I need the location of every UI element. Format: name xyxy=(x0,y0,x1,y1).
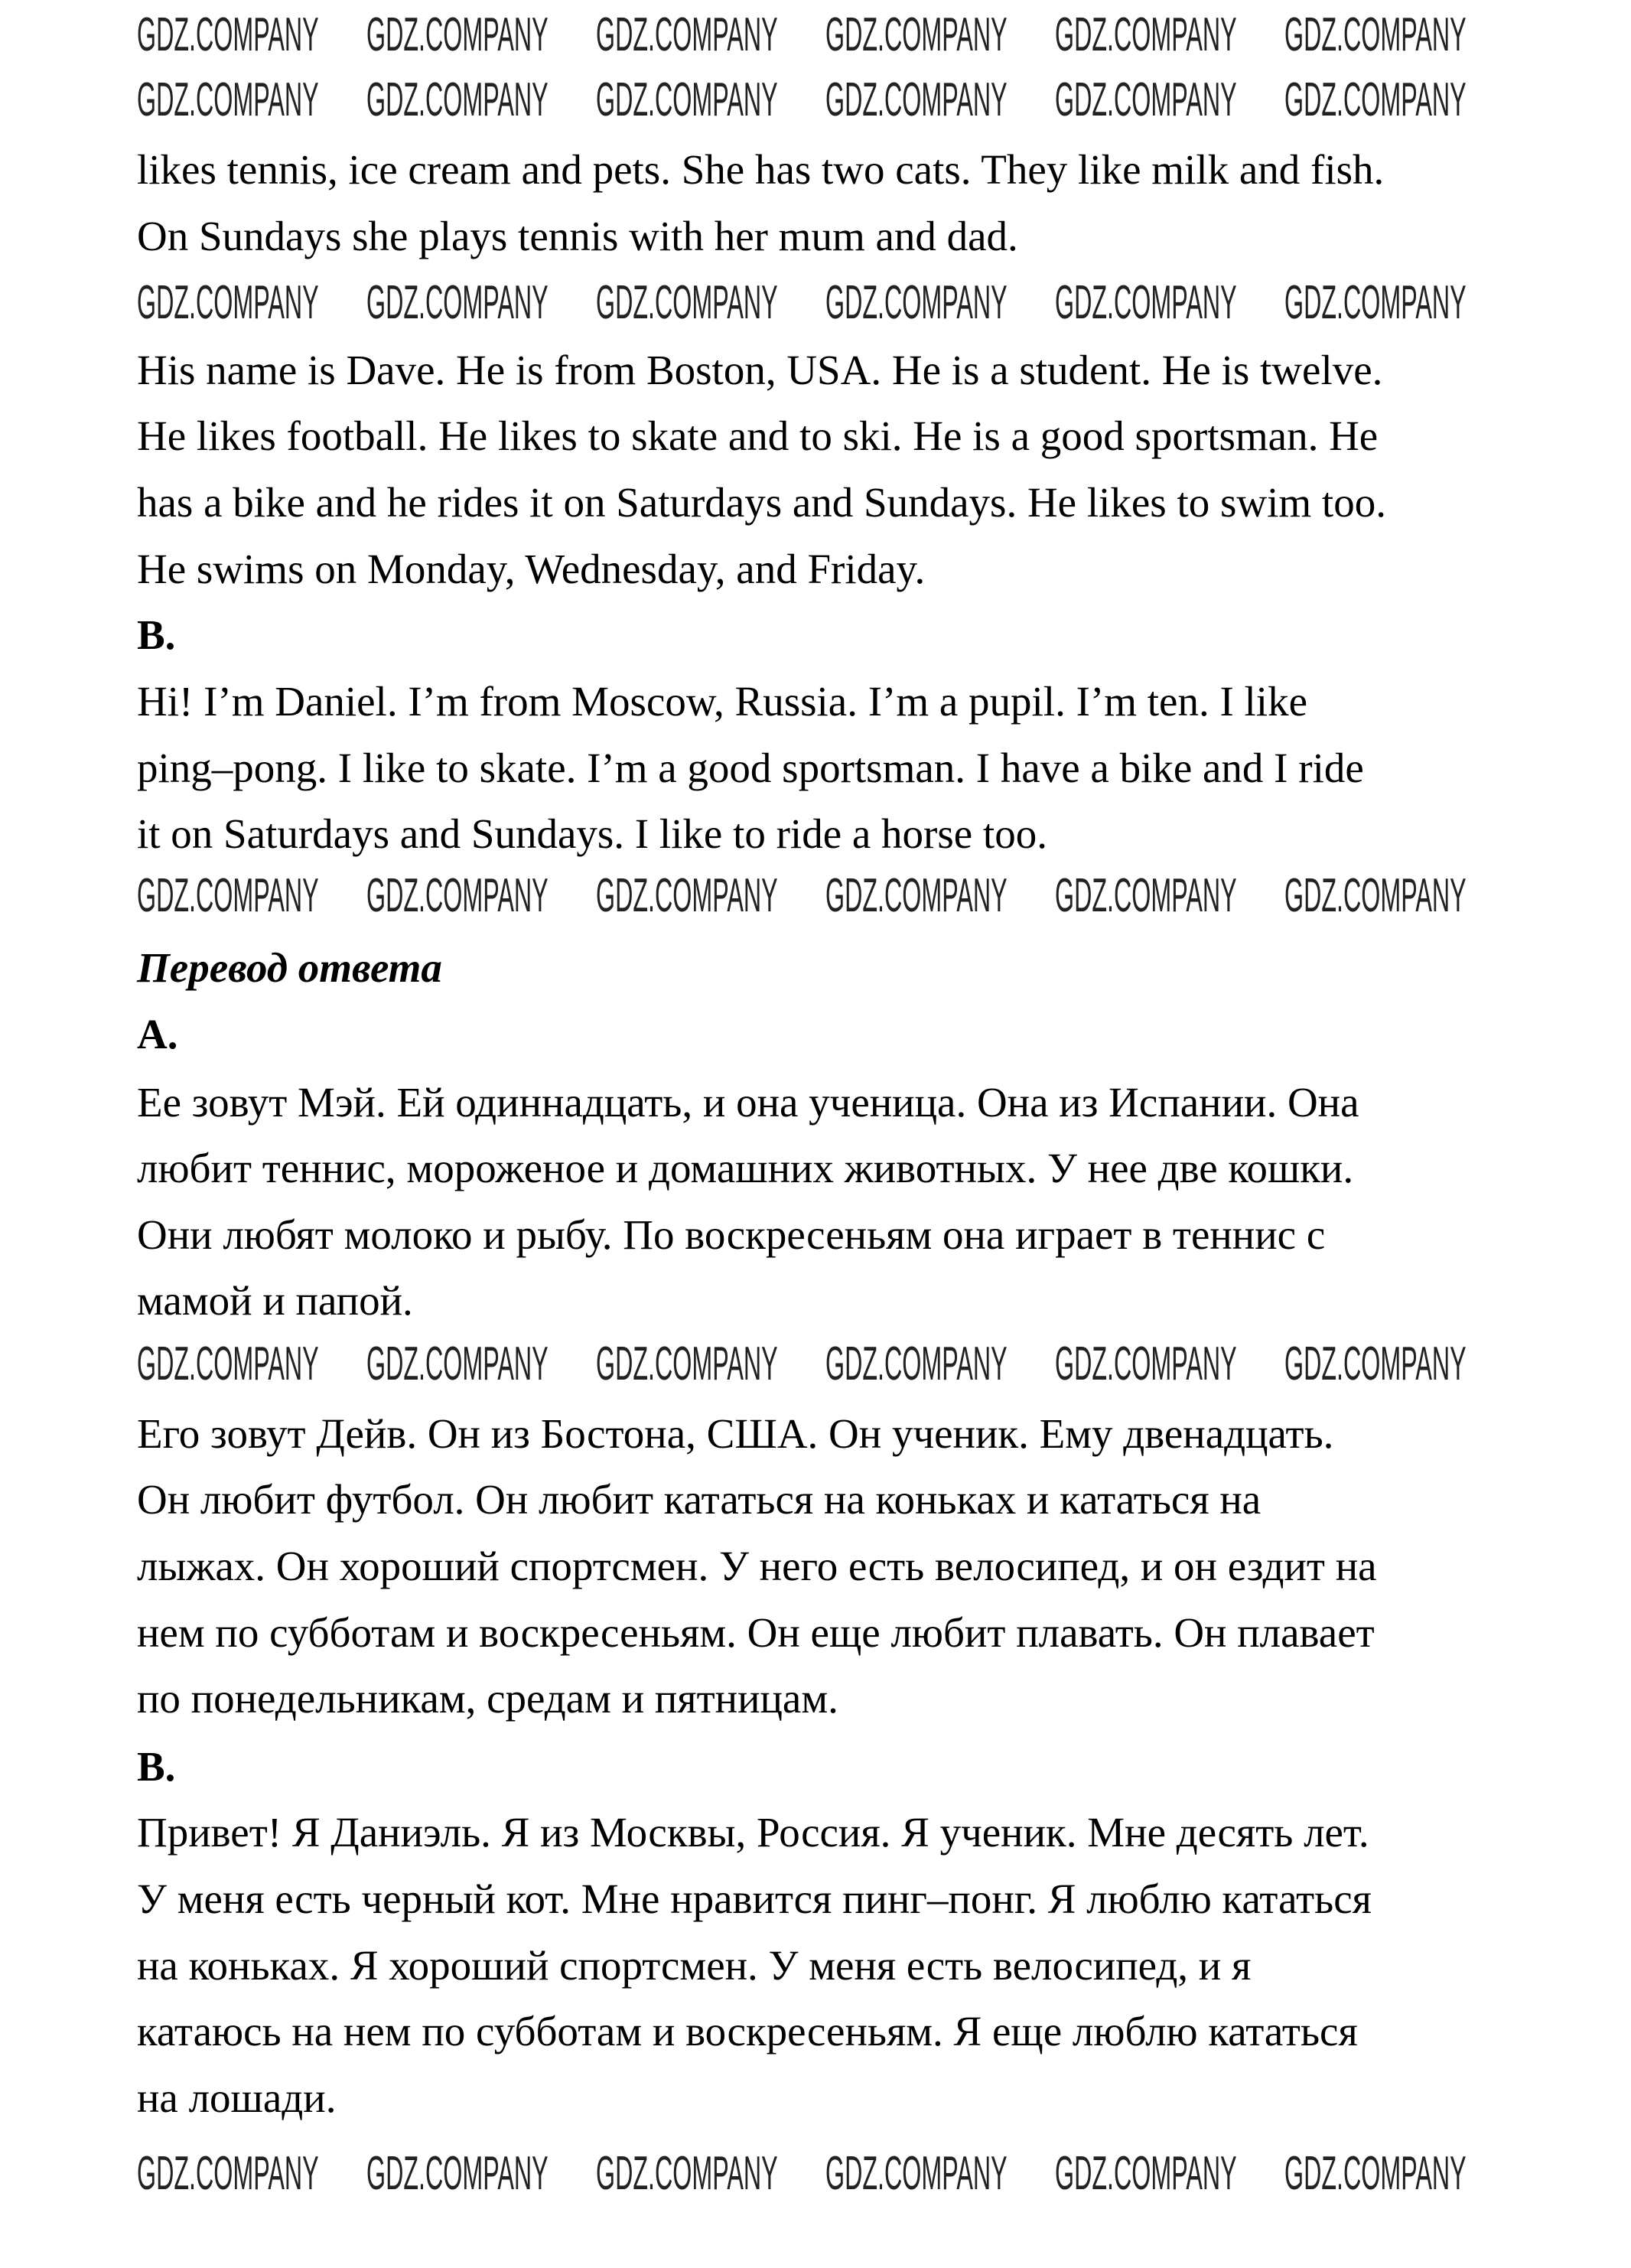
watermark: GDZ.COMPANY xyxy=(825,1338,1008,1390)
watermark: GDZ.COMPANY xyxy=(825,2147,1008,2200)
text-line: на коньках. Я хороший спортсмен. У меня есть велосипед, и я xyxy=(137,1942,1252,1989)
text-line: has a bike and he rides it on Saturdays and Sundays. He likes to swim too. xyxy=(137,479,1386,526)
watermark: GDZ.COMPANY xyxy=(596,8,778,61)
watermark: GDZ.COMPANY xyxy=(1055,2147,1237,2200)
watermark: GDZ.COMPANY xyxy=(366,869,549,922)
text-line: ping–pong. I like to skate. I’m a good sportsman. I have a bike and I ride xyxy=(137,745,1364,791)
translation-heading: Перевод ответа xyxy=(137,944,442,991)
watermark: GDZ.COMPANY xyxy=(596,73,778,126)
text-line: On Sundays she plays tennis with her mum and dad. xyxy=(137,213,1018,259)
text-line: Он любит футбол. Он любит кататься на коньках и кататься на xyxy=(137,1476,1262,1523)
watermark: GDZ.COMPANY xyxy=(1284,73,1467,126)
text-line: it on Saturdays and Sundays. I like to ride a horse too. xyxy=(137,810,1047,857)
watermark: GDZ.COMPANY xyxy=(1284,2147,1467,2200)
watermark: GDZ.COMPANY xyxy=(1055,8,1237,61)
text-line: Его зовут Дейв. Он из Бостона, США. Он ученик. Ему двенадцать. xyxy=(137,1410,1334,1457)
text-line: по понедельникам, средам и пятницам. xyxy=(137,1675,838,1722)
section-label: A. xyxy=(137,1011,178,1057)
text-line: He swims on Monday, Wednesday, and Friday. xyxy=(137,546,926,592)
watermark: GDZ.COMPANY xyxy=(137,869,319,922)
watermark: GDZ.COMPANY xyxy=(366,1338,549,1390)
watermark: GDZ.COMPANY xyxy=(137,73,319,126)
text-line: Привет! Я Даниэль. Я из Москвы, Россия. Я ученик. Мне десять лет. xyxy=(137,1809,1369,1856)
watermark: GDZ.COMPANY xyxy=(596,276,778,329)
watermark: GDZ.COMPANY xyxy=(366,2147,549,2200)
watermark: GDZ.COMPANY xyxy=(137,2147,319,2200)
watermark: GDZ.COMPANY xyxy=(1284,8,1467,61)
text-line: He likes football. He likes to skate and to ski. He is a good sportsman. He xyxy=(137,412,1379,459)
text-line: Они любят молоко и рыбу. По воскресеньям она играет в теннис с xyxy=(137,1211,1326,1258)
watermark: GDZ.COMPANY xyxy=(1284,1338,1467,1390)
text-line: His name is Dave. He is from Boston, USA. He is a student. He is twelve. xyxy=(137,347,1383,393)
text-line: likes tennis, ice cream and pets. She has two cats. They like milk and fish. xyxy=(137,146,1385,193)
watermark: GDZ.COMPANY xyxy=(366,8,549,61)
watermark: GDZ.COMPANY xyxy=(825,869,1008,922)
text-line: нем по субботам и воскресеньям. Он еще любит плавать. Он плавает xyxy=(137,1609,1375,1656)
text-line: на лошади. xyxy=(137,2074,337,2121)
watermark: GDZ.COMPANY xyxy=(366,276,549,329)
watermark: GDZ.COMPANY xyxy=(596,869,778,922)
watermark: GDZ.COMPANY xyxy=(825,73,1008,126)
text-line: катаюсь на нем по субботам и воскресеньям. Я еще люблю кататься xyxy=(137,2008,1358,2055)
section-label: B. xyxy=(137,1743,176,1790)
watermark: GDZ.COMPANY xyxy=(596,2147,778,2200)
section-label: B. xyxy=(137,611,176,658)
text-line: мамой и папой. xyxy=(137,1277,413,1324)
watermark: GDZ.COMPANY xyxy=(825,8,1008,61)
text-line: Ее зовут Мэй. Ей одиннадцать, и она ученица. Она из Испании. Она xyxy=(137,1079,1359,1126)
watermark: GDZ.COMPANY xyxy=(1284,869,1467,922)
watermark: GDZ.COMPANY xyxy=(1055,73,1237,126)
watermark: GDZ.COMPANY xyxy=(137,8,319,61)
text-line: Hi! I’m Daniel. I’m from Moscow, Russia. I’m a pupil. I’m ten. I like xyxy=(137,678,1307,725)
text-line: У меня есть черный кот. Мне нравится пинг–понг. Я люблю кататься xyxy=(137,1875,1372,1922)
watermark: GDZ.COMPANY xyxy=(137,1338,319,1390)
watermark: GDZ.COMPANY xyxy=(1055,869,1237,922)
watermark: GDZ.COMPANY xyxy=(1055,276,1237,329)
watermark: GDZ.COMPANY xyxy=(596,1338,778,1390)
text-line: любит теннис, мороженое и домашних животных. У нее две кошки. xyxy=(137,1145,1354,1191)
watermark: GDZ.COMPANY xyxy=(1284,276,1467,329)
watermark: GDZ.COMPANY xyxy=(825,276,1008,329)
watermark: GDZ.COMPANY xyxy=(366,73,549,126)
text-line: лыжах. Он хороший спортсмен. У него есть велосипед, и он ездит на xyxy=(137,1543,1377,1589)
watermark: GDZ.COMPANY xyxy=(137,276,319,329)
watermark: GDZ.COMPANY xyxy=(1055,1338,1237,1390)
